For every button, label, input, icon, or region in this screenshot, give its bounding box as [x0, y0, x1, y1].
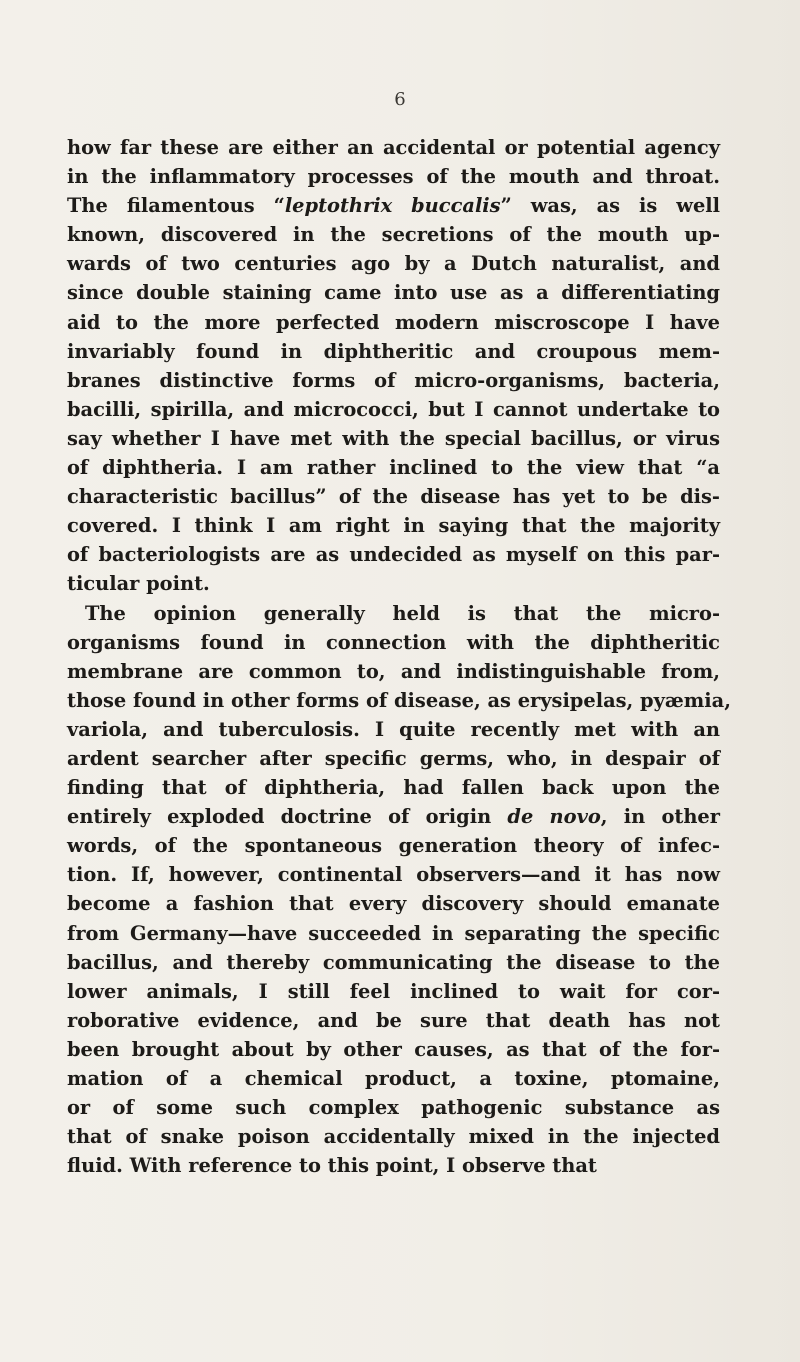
text-line [67, 424, 720, 453]
text-run: organisms found in connection with the diphtheritic [67, 630, 720, 654]
text-line [67, 744, 720, 773]
text-line [67, 919, 720, 948]
text-line [67, 540, 720, 569]
text-run: fluid. With reference to this point, I observe that [67, 1154, 597, 1178]
text-run: those found in other forms of disease, as erysipelas, pyæmia, [67, 688, 731, 712]
text-line [67, 249, 720, 278]
text-line [67, 366, 720, 395]
text-line [67, 831, 720, 860]
text-run: characteristic bacillus” of the disease has yet to be dis- [67, 485, 720, 509]
text-run: from Germany—have succeeded in separating the specific [67, 921, 720, 945]
text-run: how far these are either an accidental or potential agency [67, 136, 720, 159]
paragraph [67, 599, 731, 1181]
text-run: become a fashion that every discovery should emanate [67, 892, 720, 916]
text-run: variola, and tuberculosis. I quite recently met with an [67, 717, 720, 741]
text-run: known, discovered in the secretions of the mouth up- [67, 223, 720, 247]
text-line [67, 337, 720, 366]
text-line [67, 511, 720, 540]
text-line [67, 715, 720, 744]
text-run: wards of two centuries ago by a Dutch naturalist, and [67, 252, 720, 276]
text-run: in the inflammatory processes of the mouth and throat. [67, 165, 720, 189]
text-run: entirely exploded doctrine of origin [67, 805, 508, 829]
body-text [67, 133, 731, 1180]
text-line [67, 133, 720, 162]
text-run: branes distinctive forms of micro-organisms, bacteria, [67, 368, 720, 392]
text-run: finding that of diphtheria, had fallen back upon the [67, 776, 720, 800]
text-line [67, 599, 720, 628]
paragraph [67, 133, 720, 599]
text-line [67, 628, 720, 657]
text-line [67, 395, 720, 424]
text-run: aid to the more perfected modern miscroscope I have [67, 310, 720, 334]
text-line [67, 657, 720, 686]
text-line [67, 482, 720, 511]
text-run: membrane are common to, and indistinguishable from, [67, 659, 720, 683]
text-line [67, 773, 720, 802]
text-run: lower animals, I still feel inclined to wait for cor- [67, 979, 720, 1003]
text-run: ardent searcher after specific germs, who, in despair of [67, 746, 720, 770]
text-run: The filamentous “ [67, 194, 285, 218]
text-run: of diphtheria. I am rather inclined to the view that “a [67, 456, 720, 480]
italic-term: leptothrix buccalis [284, 194, 501, 218]
text-line [67, 889, 720, 918]
text-run: ” was, as is well [500, 194, 721, 218]
text-run: been brought about by other causes, as that of the for- [67, 1037, 720, 1061]
text-run: , in other [600, 805, 720, 829]
text-line [67, 948, 720, 977]
text-line [67, 191, 720, 220]
text-line [67, 162, 720, 191]
text-run: roborative evidence, and be sure that death has not [67, 1008, 720, 1032]
text-line [67, 1006, 720, 1035]
text-line [67, 977, 720, 1006]
text-line [67, 278, 720, 307]
text-run: or of some such complex pathogenic substance as [67, 1096, 720, 1120]
text-run: words, of the spontaneous generation theory of infec- [67, 834, 720, 858]
text-line [67, 686, 731, 715]
page-number: 6 [394, 89, 406, 110]
text-line [67, 220, 720, 249]
text-line [67, 1064, 720, 1093]
text-run: covered. I think I am right in saying that the majority [67, 514, 720, 538]
text-line [67, 1035, 720, 1064]
text-line [67, 1093, 720, 1122]
text-line [67, 453, 720, 482]
text-run: say whether I have met with the special bacillus, or virus [67, 426, 720, 450]
text-line [67, 860, 720, 889]
text-line [67, 569, 720, 598]
text-run: The opinion generally held is that the micro- [85, 601, 720, 625]
text-run: of bacteriologists are as undecided as myself on this par- [67, 543, 720, 567]
text-run: since double staining came into use as a differentiating [67, 281, 720, 305]
text-run: bacilli, spirilla, and micrococci, but I cannot undertake to [67, 397, 720, 421]
text-line [67, 1122, 720, 1151]
text-run: that of snake poison accidentally mixed in the injected [67, 1125, 720, 1149]
text-line [67, 308, 720, 337]
text-line [67, 802, 720, 831]
text-run: tion. If, however, continental observers—and it has now [67, 863, 720, 887]
text-line [67, 1151, 720, 1180]
text-run: invariably found in diphtheritic and croupous mem- [67, 339, 720, 363]
text-run: ticular point. [67, 572, 210, 596]
italic-term: de novo [507, 805, 601, 829]
text-run: bacillus, and thereby communicating the disease to the [67, 950, 720, 974]
text-run: mation of a chemical product, a toxine, ptomaine, [67, 1067, 720, 1090]
